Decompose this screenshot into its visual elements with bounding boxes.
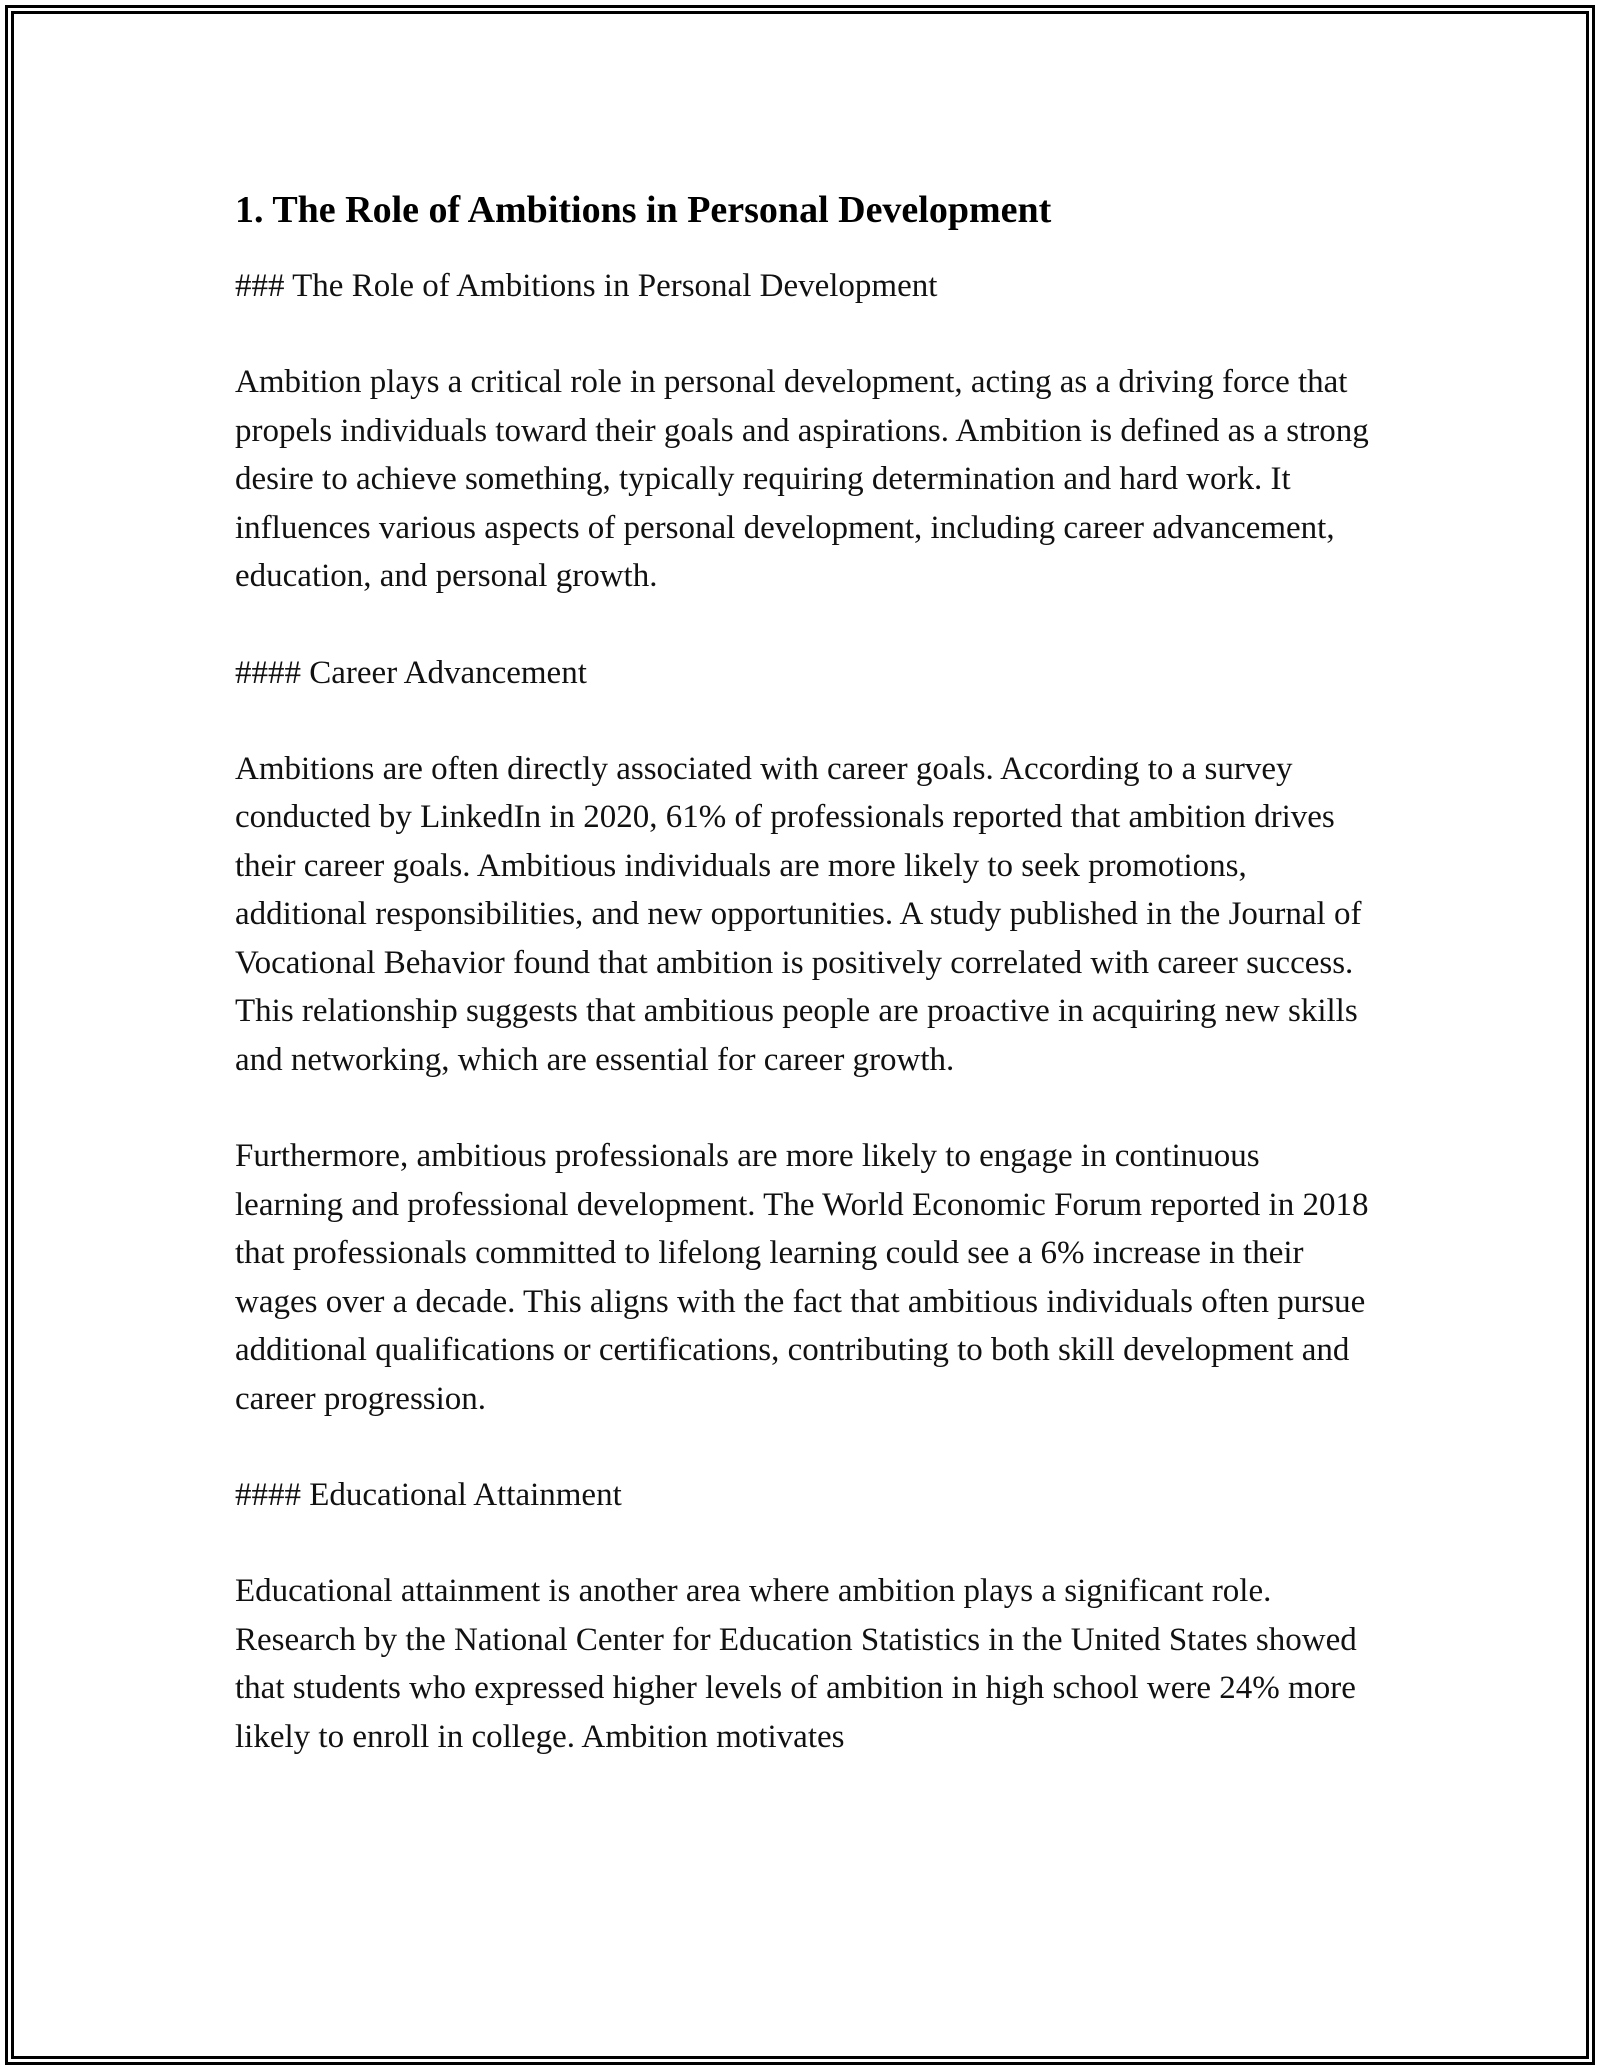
educational-attainment-heading: #### Educational Attainment — [235, 1477, 622, 1513]
intro-paragraph: Ambition plays a critical role in personal development, acting as a driving force that propels individuals toward their goals and aspirations. Ambition is defined as a strong desire to achieve something, typically requiring determination and hard work. It influences various aspects of personal development, including career advancement, education, and personal growth. — [235, 364, 1369, 594]
section-subtitle: ### The Role of Ambitions in Personal Development — [235, 268, 938, 304]
education-paragraph-1: Educational attainment is another area where ambition plays a significant role. Research by the National Center for Education Statistics in the United States showed that students who expressed higher levels of ambition in high school were 24% more likely to enroll in college. Ambition motivates — [235, 1573, 1357, 1755]
career-paragraph-2: Furthermore, ambitious professionals are more likely to engage in continuous learning and professional development. The World Economic Forum reported in 2018 that professionals committed to lifelong learning could see a 6% increase in their wages over a decade. This aligns with the fact that ambitious individuals often pursue additional qualifications or certifications, contributing to both skill development and career progression. — [235, 1138, 1369, 1417]
document-title: 1. The Role of Ambitions in Personal Development — [235, 189, 1052, 231]
career-advancement-heading: #### Career Advancement — [235, 654, 587, 691]
document-body — [235, 186, 1370, 1761]
career-paragraph-1: Ambitions are often directly associated with career goals. According to a survey conducted by LinkedIn in 2020, 61% of professionals reported that ambition drives their career goals. Ambitious individuals are more likely to seek promotions, additional responsibilities, and new opportunities. A study published in the Journal of Vocational Behavior found that ambition is positively correlated with career success. This relationship suggests that ambitious people are proactive in acquiring new skills and networking, which are essential for career growth. — [235, 750, 1362, 1078]
